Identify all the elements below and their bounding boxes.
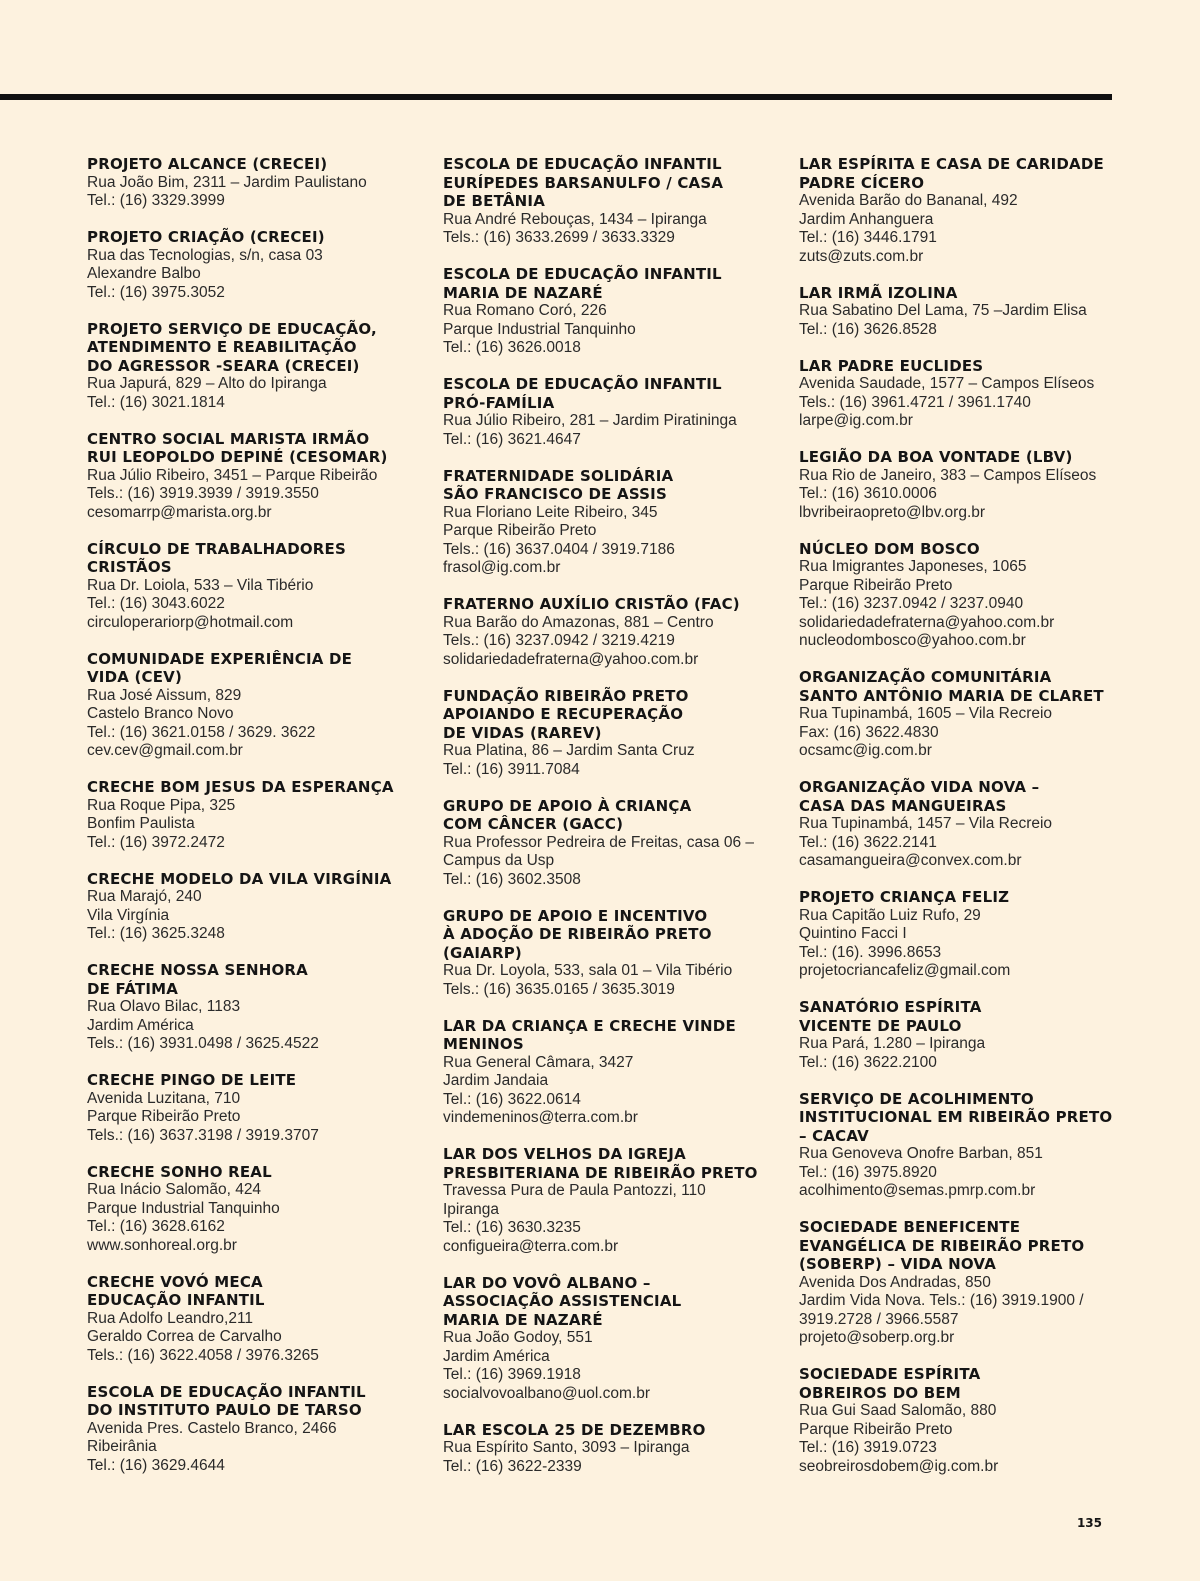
entry-name-line: CRISTÃOS — [87, 558, 172, 576]
entry-detail: Tel.: (16) 3602.3508 — [443, 870, 581, 888]
entry-detail: Tel.: (16) 3975.3052 — [87, 283, 225, 301]
entry-detail: Avenida Barão do Bananal, 492 — [799, 192, 1018, 209]
entry-name — [87, 155, 432, 174]
entry-name — [87, 1273, 432, 1310]
entry-name-line: PROJETO ALCANCE (CRECEI) — [87, 155, 328, 173]
entry-detail: Rua Júlio Ribeiro, 281 – Jardim Piratininga — [443, 412, 737, 429]
directory-entry — [443, 1421, 788, 1477]
entry-name-line: (GAIARP) — [443, 943, 522, 962]
entry-detail: Parque Industrial Tanquinho — [87, 1199, 280, 1217]
entry-name-line: ASSOCIAÇÃO ASSISTENCIAL — [443, 1292, 682, 1310]
entry-contact-link[interactable]: cev.cev@gmail.com.br — [87, 742, 243, 759]
entry-contact-link[interactable]: lbvribeiraopreto@lbv.org.br — [799, 503, 986, 521]
entry-detail: Tel.: (16) 3446.1791 — [799, 229, 937, 246]
entry-detail: Tel.: (16) 3610.0006 — [799, 485, 937, 502]
entry-contact-link[interactable]: socialvovoalbano@uol.com.br — [443, 1384, 651, 1402]
entry-detail: Rua José Aissum, 829 — [87, 686, 242, 704]
entry-name-line: DE BETÂNIA — [443, 192, 546, 210]
directory-entry — [87, 540, 432, 633]
entry-contact-link[interactable]: configueira@terra.com.br — [443, 1237, 619, 1255]
entry-detail: Castelo Branco Novo — [87, 705, 234, 722]
entry-detail: Campus da Usp — [443, 852, 555, 869]
entry-name-line: MENINOS — [443, 1035, 524, 1053]
directory-entry — [443, 265, 788, 358]
entry-name — [799, 778, 1121, 815]
entry-name-line: SÃO FRANCISCO DE ASSIS — [443, 485, 667, 503]
directory-entry — [87, 430, 432, 523]
entry-name — [799, 888, 1121, 907]
directory-entry — [87, 961, 432, 1054]
entry-detail: Parque Ribeirão Preto — [799, 1420, 953, 1438]
entry-name-line: CRECHE BOM JESUS DA ESPERANÇA — [87, 778, 394, 796]
entry-detail: 3919.2728 / 3966.5587 — [799, 1310, 959, 1328]
entry-name — [799, 357, 1121, 376]
entry-detail: Rua Rio de Janeiro, 383 – Campos Elíseos — [799, 466, 1097, 484]
entry-detail: Rua General Câmara, 3427 — [443, 1053, 634, 1071]
entry-detail: Parque Industrial Tanquinho — [443, 320, 636, 338]
entry-name — [443, 1145, 788, 1182]
entry-name — [443, 687, 788, 743]
entry-name-line: LAR ESPÍRITA E CASA DE CARIDADE — [799, 155, 1104, 173]
entry-contact-link[interactable]: projetocriancafeliz@gmail.com — [799, 962, 1011, 979]
entry-contact-link[interactable]: solidariedadefraterna@yahoo.com.br — [443, 650, 699, 668]
entry-detail: Rua Sabatino Del Lama, 75 –Jardim Elisa — [799, 302, 1087, 319]
entry-name — [443, 797, 788, 834]
entry-name-line: ESCOLA DE EDUCAÇÃO INFANTIL — [443, 155, 722, 173]
page-number: 135 — [1076, 1516, 1102, 1530]
directory-entry — [799, 998, 1121, 1072]
entry-detail: Jardim Jandaia — [443, 1072, 549, 1089]
entry-name-line: ESCOLA DE EDUCAÇÃO INFANTIL — [87, 1382, 366, 1401]
directory-entry — [799, 357, 1121, 431]
entry-name — [799, 448, 1121, 467]
entry-contact-link[interactable]: www.sonhoreal.org.br — [87, 1236, 237, 1254]
entry-name — [87, 1163, 432, 1182]
entry-detail: Parque Ribeirão Preto — [443, 522, 597, 539]
entry-name-line: CRECHE VOVÓ MECA — [87, 1272, 263, 1291]
directory-entry — [443, 797, 788, 890]
entry-name-line: COM CÂNCER (GACC) — [443, 815, 624, 833]
entry-name-line: À ADOÇÃO DE RIBEIRÃO PRETO — [443, 925, 712, 943]
entry-name — [443, 1421, 788, 1440]
directory-entry — [87, 1163, 432, 1256]
directory-entry — [443, 1274, 788, 1404]
entry-name-line: SANATÓRIO ESPÍRITA — [799, 998, 982, 1016]
entry-detail: Rua Marajó, 240 — [87, 888, 202, 905]
directory-entry — [443, 467, 788, 578]
entry-name — [87, 870, 432, 889]
entry-detail: Ribeirânia — [87, 1438, 157, 1455]
entry-detail: Tel.: (16) 3237.0942 / 3237.0940 — [799, 595, 1024, 612]
entry-detail: Fax: (16) 3622.4830 — [799, 723, 939, 741]
entry-detail: Tel.: (16) 3969.1918 — [443, 1366, 581, 1383]
directory-entry — [87, 650, 432, 761]
entry-name — [799, 155, 1121, 192]
entry-detail: Rua Espírito Santo, 3093 – Ipiranga — [443, 1439, 690, 1456]
entry-name — [443, 467, 788, 504]
entry-contact-link[interactable]: seobreirosdobem@ig.com.br — [799, 1457, 999, 1475]
entry-name — [87, 650, 432, 687]
directory-entry — [87, 228, 432, 302]
entry-contact-link[interactable]: cesomarrp@marista.org.br — [87, 503, 272, 521]
entry-detail: Tel.: (16) 3622-2339 — [443, 1457, 582, 1475]
directory-entry — [443, 1017, 788, 1128]
entry-name — [87, 228, 432, 247]
entry-detail: Rua João Bim, 2311 – Jardim Paulistano — [87, 173, 367, 191]
entry-contact-link[interactable]: solidariedadefraterna@yahoo.com.br — [799, 613, 1055, 631]
entry-detail: Tel.: (16) 3630.3235 — [443, 1219, 581, 1236]
entry-name — [799, 668, 1121, 705]
entry-name-line: MARIA DE NAZARÉ — [443, 283, 603, 302]
entry-name — [799, 998, 1121, 1035]
entry-detail: Rua Floriano Leite Ribeiro, 345 — [443, 503, 658, 521]
entry-name-line: EVANGÉLICA DE RIBEIRÃO PRETO — [799, 1236, 1085, 1255]
entry-detail: Jardim América — [443, 1347, 550, 1365]
entry-detail: Rua Professor Pedreira de Freitas, casa 06 – — [443, 833, 755, 851]
entry-detail: Tel.: (16) 3626.0018 — [443, 339, 581, 356]
directory-entry — [799, 668, 1121, 761]
entry-detail: Jardim Anhanguera — [799, 210, 934, 228]
entry-detail: Rua Pará, 1.280 – Ipiranga — [799, 1035, 986, 1052]
entry-detail: Tel.: (16) 3972.2472 — [87, 833, 225, 851]
entry-name-line: (SOBERP) – VIDA NOVA — [799, 1255, 997, 1273]
entry-name-line: COMUNIDADE EXPERIÊNCIA DE — [87, 649, 353, 668]
directory-entry — [87, 320, 432, 413]
entry-name — [87, 1383, 432, 1420]
entry-detail: Tel.: (16) 3629.4644 — [87, 1456, 225, 1474]
directory-entry — [443, 687, 788, 780]
entry-name-line: SOCIEDADE ESPÍRITA — [799, 1365, 981, 1383]
entry-detail: Rua Adolfo Leandro,211 — [87, 1309, 254, 1327]
entry-name-line: DE FÁTIMA — [87, 979, 179, 998]
entry-detail: Rua Olavo Bilac, 1183 — [87, 998, 241, 1015]
entry-detail: Tels.: (16) 3622.4058 / 3976.3265 — [87, 1346, 319, 1364]
entry-detail: Parque Ribeirão Preto — [87, 1108, 241, 1125]
entry-detail: Tels.: (16) 3633.2699 / 3633.3329 — [443, 229, 675, 246]
entry-name-line: LAR DO VOVÔ ALBANO – — [443, 1273, 651, 1292]
entry-contact-link[interactable]: ocsamc@ig.com.br — [799, 742, 932, 759]
entry-name-line: EURÍPEDES BARSANULFO / CASA — [443, 173, 724, 192]
entry-detail: Rua João Godoy, 551 — [443, 1329, 593, 1346]
directory-entry — [87, 1071, 432, 1145]
entry-detail: Rua Dr. Loiola, 533 – Vila Tibério — [87, 576, 314, 594]
entry-detail: Avenida Dos Andradas, 850 — [799, 1273, 991, 1291]
top-rule — [0, 94, 1112, 100]
entry-detail: Rua Roque Pipa, 325 — [87, 796, 236, 814]
entry-name — [799, 1090, 1121, 1146]
entry-detail: Tel.: (16) 3911.7084 — [443, 760, 580, 778]
entry-name — [443, 1017, 788, 1054]
entry-name-line: SOCIEDADE BENEFICENTE — [799, 1218, 1021, 1236]
entry-contact-link[interactable]: vindemeninos@terra.com.br — [443, 1109, 638, 1126]
entry-name-line: FUNDAÇÃO RIBEIRÃO PRETO — [443, 686, 689, 705]
entry-name — [443, 265, 788, 302]
entry-name-line: ORGANIZAÇÃO VIDA NOVA – — [799, 778, 1040, 796]
entry-name-line: LAR DA CRIANÇA E CRECHE VINDE — [443, 1016, 736, 1035]
entry-name-line: ESCOLA DE EDUCAÇÃO INFANTIL — [443, 375, 722, 393]
directory-entry — [799, 1365, 1121, 1476]
entry-name-line: CENTRO SOCIAL MARISTA IRMÃO — [87, 429, 370, 448]
entry-name-line: DE VIDAS (RAREV) — [443, 723, 602, 742]
entry-detail: Rua Tupinambá, 1457 – Vila Recreio — [799, 815, 1053, 832]
entry-name-line: PROJETO CRIAÇÃO (CRECEI) — [87, 228, 325, 246]
entry-contact-link[interactable]: casamangueira@convex.com.br — [799, 852, 1022, 869]
entry-name-line: VIDA (CEV) — [87, 668, 183, 686]
entry-detail: Tel.: (16) 3625.3248 — [87, 925, 225, 942]
entry-detail: Tels.: (16) 3931.0498 / 3625.4522 — [87, 1035, 319, 1052]
entry-detail: Tel.: (16) 3622.2100 — [799, 1053, 937, 1071]
entry-contact-link[interactable]: larpe@ig.com.br — [799, 412, 913, 429]
entry-name-line: CRECHE SONHO REAL — [87, 1162, 272, 1181]
column-2 — [443, 155, 788, 1494]
entry-detail: Alexandre Balbo — [87, 265, 201, 282]
entry-detail: Rua Barão do Amazonas, 881 – Centro — [443, 613, 714, 631]
entry-name-line: FRATERNIDADE SOLIDÁRIA — [443, 466, 674, 485]
entry-contact-link[interactable]: zuts@zuts.com.br — [799, 247, 924, 265]
directory-entry — [799, 1218, 1121, 1348]
directory-entry — [799, 284, 1121, 340]
entry-detail: Avenida Luzitana, 710 — [87, 1089, 241, 1107]
entry-name — [87, 430, 432, 467]
entry-name-line: LAR ESCOLA 25 DE DEZEMBRO — [443, 1420, 706, 1439]
entry-name-line: LAR IRMÃ IZOLINA — [799, 283, 958, 302]
directory-entry — [87, 1273, 432, 1366]
entry-name — [799, 284, 1121, 303]
entry-detail: Rua Júlio Ribeiro, 3451 – Parque Ribeirão — [87, 466, 378, 484]
directory-entry — [87, 155, 432, 211]
entry-name — [87, 540, 432, 577]
entry-detail: Tels.: (16) 3637.0404 / 3919.7186 — [443, 540, 675, 558]
entry-detail: Avenida Saudade, 1577 – Campos Elíseos — [799, 375, 1095, 392]
entry-name-line: ORGANIZAÇÃO COMUNITÁRIA — [799, 668, 1052, 686]
entry-name — [799, 1365, 1121, 1402]
entry-detail: Rua Tupinambá, 1605 – Vila Recreio — [799, 705, 1053, 722]
directory-entry — [799, 888, 1121, 981]
entry-name-line: FRATERNO AUXÍLIO CRISTÃO (FAC) — [443, 595, 740, 613]
entry-detail: Travessa Pura de Paula Pantozzi, 110 — [443, 1182, 706, 1199]
entry-detail: Tel.: (16) 3975.8920 — [799, 1163, 937, 1181]
entry-detail: Rua André Rebouças, 1434 – Ipiranga — [443, 210, 707, 228]
entry-name-line: CASA DAS MANGUEIRAS — [799, 796, 1007, 815]
entry-name — [87, 320, 432, 376]
directory-entry — [87, 778, 432, 852]
entry-detail: Tels.: (16) 3635.0165 / 3635.3019 — [443, 980, 675, 998]
entry-detail: Rua Imigrantes Japoneses, 1065 — [799, 558, 1027, 575]
entry-name-line: LAR PADRE EUCLIDES — [799, 356, 984, 375]
entry-contact-link[interactable]: frasol@ig.com.br — [443, 559, 561, 576]
entry-name — [87, 961, 432, 998]
entry-name-line: CRECHE MODELO DA VILA VIRGÍNIA — [87, 869, 392, 888]
entry-name — [443, 375, 788, 412]
entry-name — [799, 540, 1121, 559]
directory-entry — [443, 595, 788, 669]
directory-entry — [443, 1145, 788, 1256]
directory-entry — [799, 1090, 1121, 1201]
directory-entry — [799, 448, 1121, 522]
entry-name-line: INSTITUCIONAL EM RIBEIRÃO PRETO — [799, 1108, 1113, 1126]
entry-detail: Tels.: (16) 3637.3198 / 3919.3707 — [87, 1126, 319, 1144]
entry-detail: Tel.: (16) 3626.8528 — [799, 320, 937, 338]
entry-detail: Tel.: (16) 3622.2141 — [799, 833, 937, 851]
entry-detail: Bonfim Paulista — [87, 815, 195, 832]
entry-name-line: SANTO ANTÔNIO MARIA DE CLARET — [799, 686, 1104, 705]
entry-name-line: ATENDIMENTO E REABILITAÇÃO — [87, 338, 357, 356]
entry-name-line: RUI LEOPOLDO DEPINÉ (CESOMAR) — [87, 448, 388, 466]
directory-entry — [443, 907, 788, 1000]
entry-detail: Tel.: (16). 3996.8653 — [799, 943, 942, 961]
entry-name — [443, 907, 788, 963]
directory-entry — [87, 1383, 432, 1476]
entry-name-line: SERVIÇO DE ACOLHIMENTO — [799, 1089, 1034, 1108]
entry-name — [443, 1274, 788, 1330]
entry-name-line: LAR DOS VELHOS DA IGREJA — [443, 1145, 686, 1163]
entry-name-line: – CACAV — [799, 1126, 869, 1145]
entry-detail: Tel.: (16) 3043.6022 — [87, 595, 225, 612]
entry-detail: Tel.: (16) 3919.0723 — [799, 1439, 937, 1456]
entry-detail: Ipiranga — [443, 1200, 500, 1218]
entry-detail: Tel.: (16) 3622.0614 — [443, 1090, 581, 1108]
entry-detail: Quintino Facci I — [799, 925, 907, 942]
entry-detail: Rua das Tecnologias, s/n, casa 03 — [87, 246, 323, 264]
entry-name-line: GRUPO DE APOIO E INCENTIVO — [443, 906, 708, 925]
entry-detail: Tel.: (16) 3021.1814 — [87, 393, 225, 411]
entry-detail: Tels.: (16) 3961.4721 / 3961.1740 — [799, 393, 1031, 411]
entry-contact-link[interactable]: circuloperariorp@hotmail.com — [87, 613, 294, 631]
entry-name-line: NÚCLEO DOM BOSCO — [799, 539, 980, 558]
entry-name — [443, 595, 788, 614]
entry-contact-link[interactable]: nucleodombosco@yahoo.com.br — [799, 632, 1026, 649]
entry-name-line: PROJETO SERVIÇO DE EDUCAÇÃO, — [87, 319, 377, 338]
entry-detail: Rua Inácio Salomão, 424 — [87, 1181, 262, 1198]
entry-detail: Tels.: (16) 3237.0942 / 3219.4219 — [443, 632, 675, 649]
entry-name-line: PROJETO CRIANÇA FELIZ — [799, 888, 1010, 906]
entry-name — [87, 1071, 432, 1090]
entry-name-line: GRUPO DE APOIO À CRIANÇA — [443, 796, 692, 815]
entry-name-line: PRÓ-FAMÍLIA — [443, 393, 555, 412]
entry-name-line: CRECHE NOSSA SENHORA — [87, 961, 308, 979]
entry-name-line: VICENTE DE PAULO — [799, 1016, 962, 1035]
entry-detail: Rua Gui Saad Salomão, 880 — [799, 1402, 997, 1419]
entry-contact-link[interactable]: projeto@soberp.org.br — [799, 1329, 955, 1346]
entry-detail: Avenida Pres. Castelo Branco, 2466 — [87, 1419, 337, 1437]
entry-name-line: MARIA DE NAZARÉ — [443, 1310, 603, 1329]
entry-name — [443, 155, 788, 211]
entry-name-line: PRESBITERIANA DE RIBEIRÃO PRETO — [443, 1163, 758, 1182]
entry-detail: Geraldo Correa de Carvalho — [87, 1328, 282, 1345]
entry-name-line: CÍRCULO DE TRABALHADORES — [87, 539, 347, 558]
entry-name-line: DO AGRESSOR -SEARA (CRECEI) — [87, 356, 360, 375]
directory-entry — [799, 155, 1121, 266]
directory-entry — [443, 155, 788, 248]
entry-name-line: PADRE CÍCERO — [799, 173, 925, 192]
column-1 — [87, 155, 432, 1493]
entry-name-line: CRECHE PINGO DE LEITE — [87, 1071, 297, 1089]
entry-detail: Parque Ribeirão Preto — [799, 576, 953, 594]
entry-name — [799, 1218, 1121, 1274]
entry-name-line: DO INSTITUTO PAULO DE TARSO — [87, 1401, 362, 1419]
entry-name-line: LEGIÃO DA BOA VONTADE (LBV) — [799, 448, 1073, 466]
entry-detail: Tel.: (16) 3621.0158 / 3629. 3622 — [87, 723, 316, 741]
entry-detail: Jardim Vida Nova. Tels.: (16) 3919.1900 / — [799, 1292, 1084, 1309]
entry-detail: Rua Capitão Luiz Rufo, 29 — [799, 906, 981, 924]
entry-detail: Tel.: (16) 3329.3999 — [87, 192, 225, 209]
entry-name-line: ESCOLA DE EDUCAÇÃO INFANTIL — [443, 265, 722, 283]
entry-detail: Rua Genoveva Onofre Barban, 851 — [799, 1145, 1043, 1162]
entry-name-line: EDUCAÇÃO INFANTIL — [87, 1291, 265, 1309]
entry-detail: Rua Platina, 86 – Jardim Santa Cruz — [443, 742, 695, 759]
entry-detail: Vila Virgínia — [87, 906, 170, 924]
directory-entry — [799, 540, 1121, 651]
entry-detail: Tel.: (16) 3628.6162 — [87, 1218, 225, 1235]
column-3 — [799, 155, 1121, 1494]
entry-name — [87, 778, 432, 797]
entry-detail: Rua Dr. Loyola, 533, sala 01 – Vila Tibério — [443, 962, 733, 979]
entry-name-line: APOIANDO E RECUPERAÇÃO — [443, 705, 684, 723]
entry-name-line: OBREIROS DO BEM — [799, 1383, 961, 1402]
directory-entry — [87, 870, 432, 944]
directory-entry — [443, 375, 788, 449]
entry-detail: Tels.: (16) 3919.3939 / 3919.3550 — [87, 485, 319, 502]
entry-contact-link[interactable]: acolhimento@semas.pmrp.com.br — [799, 1182, 1036, 1199]
entry-detail: Jardim América — [87, 1016, 194, 1034]
entry-detail: Rua Japurá, 829 – Alto do Ipiranga — [87, 375, 327, 392]
directory-entry — [799, 778, 1121, 871]
entry-detail: Rua Romano Coró, 226 — [443, 302, 607, 319]
entry-detail: Tel.: (16) 3621.4647 — [443, 430, 581, 448]
